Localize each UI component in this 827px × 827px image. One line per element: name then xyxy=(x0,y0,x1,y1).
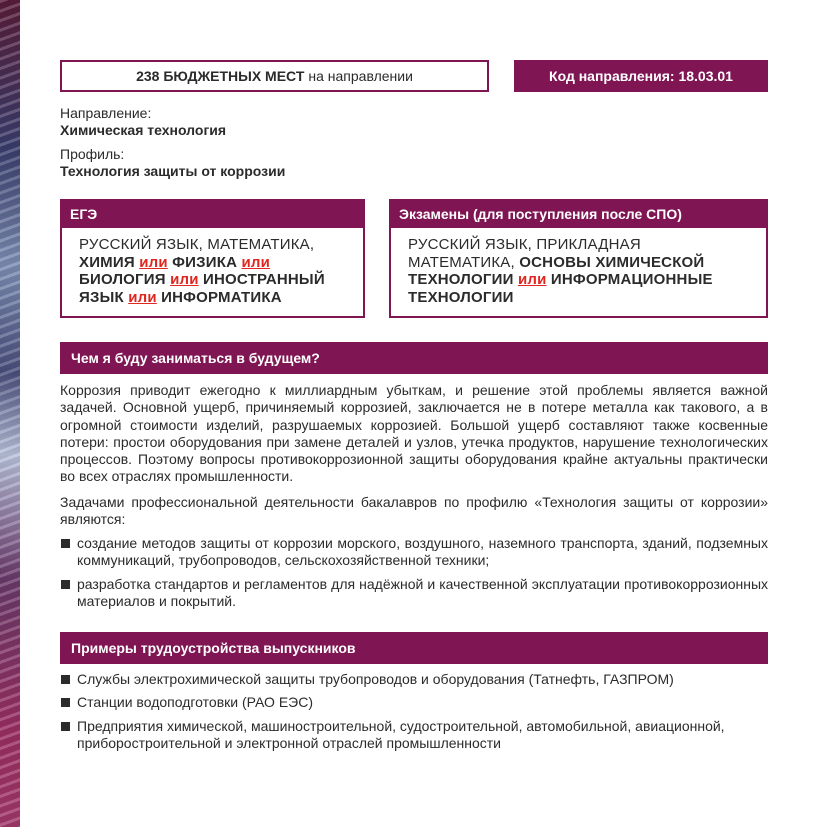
or-separator: или xyxy=(139,253,168,271)
employment-section-title: Примеры трудоустройства выпускников xyxy=(60,632,768,664)
direction-label: Направление: xyxy=(60,105,152,121)
future-section-title: Чем я буду заниматься в будущем? xyxy=(60,342,768,374)
list-item-text: Предприятия химической, машиностроительной, судостроительной, автомобильной, авиационной, приборостроительной и электронной отраслей промышленности xyxy=(77,717,725,751)
spo-subject: ТЕХНОЛОГИИ xyxy=(408,288,514,306)
spo-subject: ИНФОРМАЦИОННЫЕ xyxy=(550,271,713,288)
list-item xyxy=(60,718,768,753)
list-item xyxy=(60,535,768,570)
list-item-text: создание методов защиты от коррозии морского, воздушного, наземного транспорта, зданий, подземных коммуникаций, трубопроводов, сельскохозяйственной техники; xyxy=(77,535,768,569)
or-separator: или xyxy=(170,271,199,288)
direction-value: Химическая технология xyxy=(60,122,227,138)
budget-places-box xyxy=(60,60,489,92)
ege-subject: ХИМИЯ xyxy=(79,253,135,271)
or-separator: или xyxy=(241,253,271,271)
bullet-square-icon xyxy=(61,675,70,684)
ege-subject: ФИЗИКА xyxy=(172,253,238,271)
future-paragraph-2: Задачами профессиональной деятельности бакалавров по профилю «Технология защиты от коррозии» являются: xyxy=(60,494,768,528)
profile-label: Профиль: xyxy=(60,146,125,162)
spo-subjects xyxy=(391,228,766,306)
ege-subject: ИНФОРМАТИКА xyxy=(161,288,282,306)
bullet-square-icon xyxy=(61,539,70,548)
spo-plain: РУССКИЙ ЯЗЫК, ПРИКЛАДНАЯ xyxy=(408,236,641,253)
budget-rest: на направлении xyxy=(308,68,413,84)
or-separator: или xyxy=(517,271,547,288)
spo-plain: МАТЕМАТИКА, xyxy=(408,253,515,271)
header-row xyxy=(60,60,768,92)
spo-subject: ТЕХНОЛОГИИ xyxy=(408,271,514,288)
spo-exams-card xyxy=(389,199,768,318)
ege-card xyxy=(60,199,365,318)
bullet-square-icon xyxy=(61,722,70,731)
spo-card-title: Экзамены (для поступления после СПО) xyxy=(389,199,768,228)
ege-subject: БИОЛОГИЯ xyxy=(79,271,166,288)
or-separator: или xyxy=(128,288,157,306)
list-item xyxy=(60,576,768,611)
spo-subject: ОСНОВЫ ХИМИЧЕСКОЙ xyxy=(519,253,705,271)
list-item xyxy=(60,671,768,688)
budget-count: 238 БЮДЖЕТНЫХ МЕСТ xyxy=(136,68,305,84)
list-item-text: разработка стандартов и регламентов для надёжной и качественной эксплуатации противокоррозионных материалов и покрытий. xyxy=(77,575,768,609)
ege-subjects xyxy=(62,228,363,306)
bullet-square-icon xyxy=(61,580,70,589)
list-item xyxy=(60,694,768,711)
ege-subject: ИНОСТРАННЫЙ xyxy=(203,271,325,288)
tasks-list xyxy=(60,535,768,610)
ege-subject: ЯЗЫК xyxy=(79,288,124,306)
list-item-text: Службы электрохимической защиты трубопроводов и оборудования (Татнефть, ГАЗПРОМ) xyxy=(77,671,674,687)
ege-card-title: ЕГЭ xyxy=(60,199,365,228)
ege-plain: РУССКИЙ ЯЗЫК, МАТЕМАТИКА, xyxy=(79,236,315,253)
employment-list xyxy=(60,671,768,752)
bullet-square-icon xyxy=(61,698,70,707)
future-paragraph-1: Коррозия приводит ежегодно к миллиардным убыткам, и решение этой проблемы является важной задачей. Основной ущерб, причиняемый коррозией, заключается не в потере металла как такового, а в огромной стоимости изделий, разрушаемых коррозией. Большой ущерб составляют также косвенные потери: простои оборудования при замене деталей и узлов, утечка продуктов, нарушение технологических процессов. Поэтому вопросы противокоррозионной защиты оборудования крайне актуальны практически во всех отраслях промышленности. xyxy=(60,382,768,485)
side-decorative-photo-strip xyxy=(0,0,20,827)
direction-code-badge: Код направления: 18.03.01 xyxy=(514,60,768,92)
list-item-text: Станции водоподготовки (РАО ЕЭС) xyxy=(77,694,314,711)
profile-value: Технология защиты от коррозии xyxy=(60,163,286,179)
